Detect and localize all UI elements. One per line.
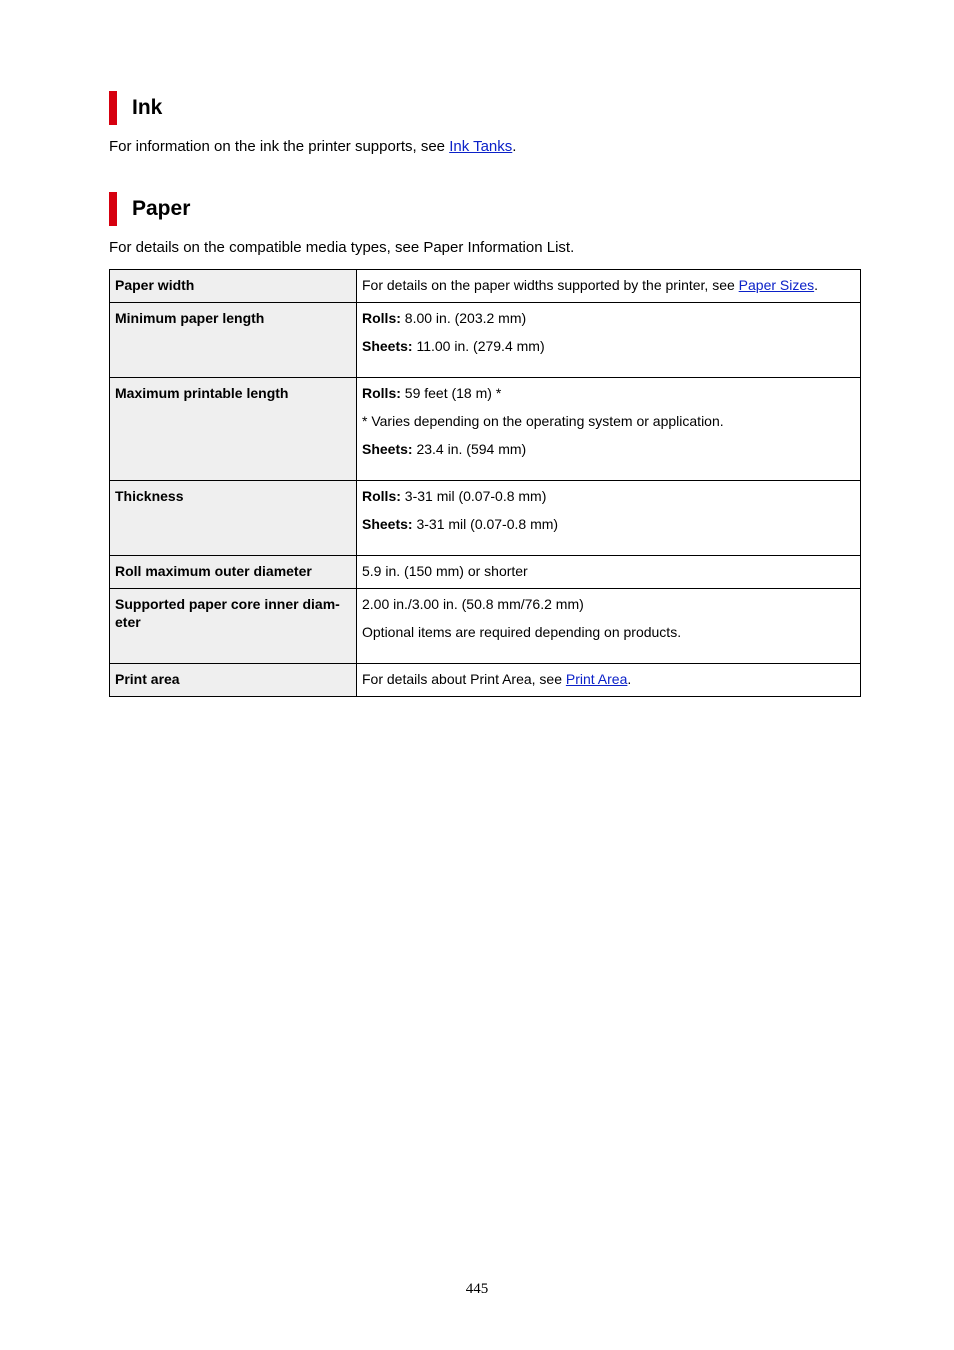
- paper-spec-table: [109, 269, 861, 697]
- heading-accent-bar: [109, 91, 117, 125]
- paper-heading: [109, 192, 190, 226]
- page-number: 445: [465, 1281, 489, 1297]
- ink-paragraph: For information on the ink the printer supports, see Ink Tanks.: [109, 138, 517, 155]
- row-value: 2.00 in./3.00 in. (50.8 mm/76.2 mm) Optional items are required depending on products.: [357, 589, 861, 664]
- print-area-link[interactable]: Print Area: [565, 671, 628, 687]
- ink-heading: [109, 91, 162, 125]
- row-label: Minimum paper length: [110, 303, 357, 378]
- row-label: Roll maximum outer diameter: [110, 556, 357, 589]
- row-value: 5.9 in. (150 mm) or shorter: [357, 556, 861, 589]
- table-row: [110, 556, 861, 589]
- table-row: [110, 481, 861, 556]
- table-row: [110, 664, 861, 697]
- paper-intro: For details on the compatible media types, see Paper Information List.: [109, 239, 575, 256]
- table-row: [110, 589, 861, 664]
- ink-tanks-link[interactable]: Ink Tanks: [449, 138, 513, 155]
- paper-sizes-link[interactable]: Paper Sizes: [738, 277, 815, 293]
- table-row: [110, 270, 861, 303]
- row-label: Paper width: [110, 270, 357, 303]
- row-value: Rolls: 59 feet (18 m) * * Varies depending on the operating system or application. Sheets: 23.4 in. (594 mm): [357, 378, 861, 481]
- heading-accent-bar: [109, 192, 117, 226]
- row-value: Rolls: 8.00 in. (203.2 mm) Sheets: 11.00 in. (279.4 mm): [357, 303, 861, 378]
- row-label: Print area: [110, 664, 357, 697]
- paper-heading-text: Paper: [132, 197, 191, 220]
- row-value: Rolls: 3-31 mil (0.07-0.8 mm) Sheets: 3-31 mil (0.07-0.8 mm): [357, 481, 861, 556]
- row-label: Supported paper core inner diam- eter: [110, 589, 357, 664]
- table-row: [110, 378, 861, 481]
- ink-heading-text: Ink: [132, 96, 163, 119]
- row-label: Thickness: [110, 481, 357, 556]
- row-label: Maximum printable length: [110, 378, 357, 481]
- row-value: For details about Print Area, see Print Area.: [357, 664, 861, 697]
- row-value: For details on the paper widths supported by the printer, see Paper Sizes.: [357, 270, 861, 303]
- table-row: [110, 303, 861, 378]
